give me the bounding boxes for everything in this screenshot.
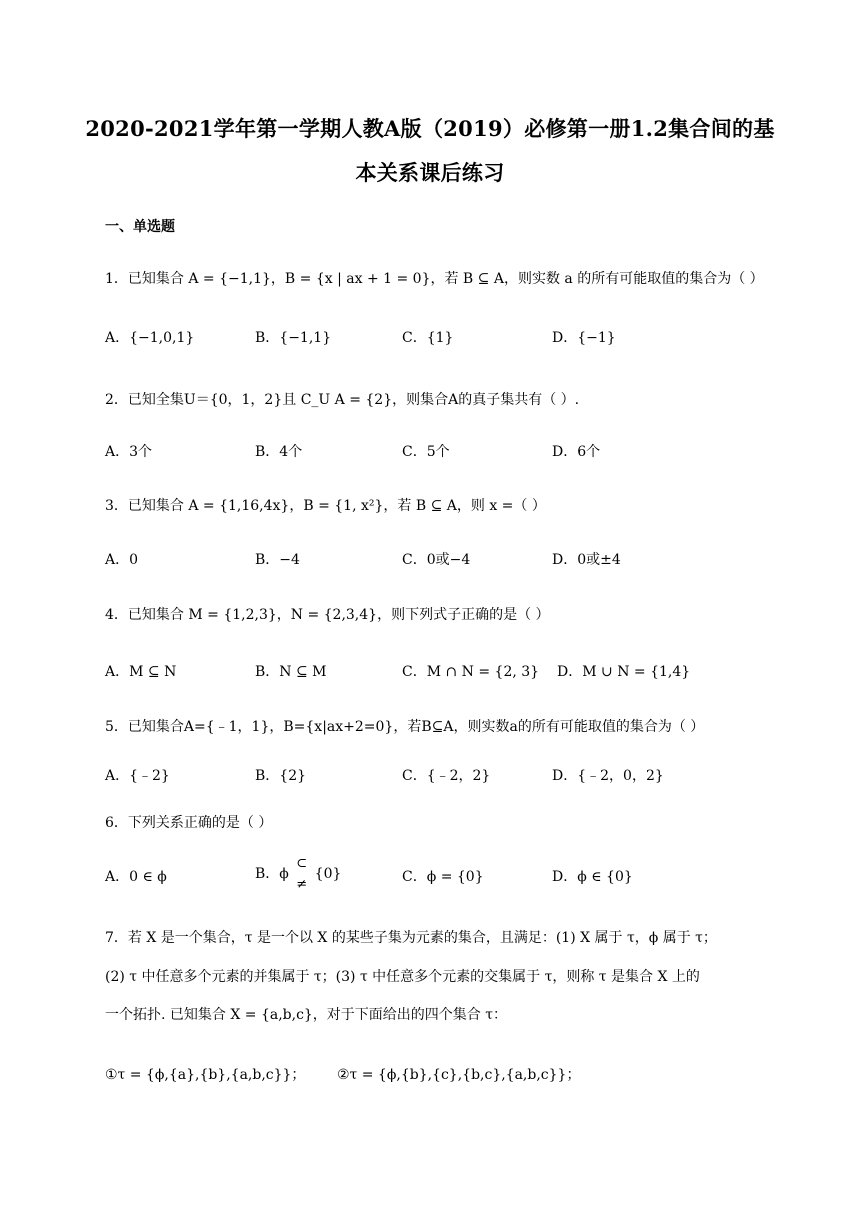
question-4-option-a: A．M ⊆ N (105, 664, 177, 680)
question-1-options (105, 327, 785, 351)
question-2-option-c: C．5个 (402, 444, 450, 460)
question-5-option-c: C．{﹣2，2} (402, 768, 491, 784)
question-2-option-d: D．6个 (552, 444, 601, 460)
question-6-option-c: C．ϕ = {0} (402, 869, 484, 885)
question-6-options (105, 856, 785, 892)
question-6-option-a: A．0 ∈ ϕ (105, 869, 167, 885)
question-4-options (105, 661, 785, 685)
question-4-option-b: B．N ⊆ M (255, 664, 327, 680)
question-3-option-d: D．0或±4 (552, 552, 621, 568)
question-6-option-b-label: B．ϕ (255, 866, 289, 882)
question-3-option-a: A．0 (105, 552, 139, 568)
proper-subset-symbol: ⊂ ≠ (296, 856, 308, 892)
question-7-stem-line-2: (2) τ 中任意多个元素的并集属于 τ；(3) τ 中任意多个元素的交集属于 τ，则称 τ 是集合 X 上的 (105, 969, 700, 985)
question-4-option-c: C．M ∩ N = {2, 3} (402, 664, 540, 680)
question-4-stem: 4．已知集合 M = {1,2,3}，N = {2,3,4}，则下列式子正确的是（ ） (105, 607, 550, 623)
question-1-stem: 1．已知集合 A = {−1,1}，B = {x | ax + 1 = 0}，若 B ⊆ A，则实数 a 的所有可能取值的集合为（ ） (105, 271, 764, 287)
question-6-option-b-tail: {0} (314, 866, 342, 882)
question-2-stem: 2．已知全集U＝{0，1，2}且 C_U A = {2}，则集合A的真子集共有（ ）. (105, 392, 580, 408)
question-6-option-d: D．ϕ ∈ {0} (552, 869, 633, 885)
question-1-option-d: D．{−1} (552, 330, 616, 346)
question-7-item-2: ②τ = {ϕ,{b},{c},{b,c},{a,b,c}}； (337, 1067, 581, 1083)
question-2-options (105, 441, 785, 465)
page-title-line-2: 本关系课后练习 (355, 160, 505, 185)
question-6-stem: 6．下列关系正确的是（ ） (105, 815, 273, 831)
question-5-option-a: A．{﹣2} (105, 768, 170, 784)
question-3-option-c: C．0或−4 (402, 552, 471, 568)
question-7-stem-line-1: 7．若 X 是一个集合，τ 是一个以 X 的某些子集为元素的集合，且满足：(1) X 属于 τ，ϕ 属于 τ； (105, 930, 717, 946)
question-3-options (105, 549, 785, 573)
question-2-option-b: B．4个 (255, 444, 303, 460)
question-1-option-c: C．{1} (402, 330, 454, 346)
question-5-options (105, 765, 785, 789)
question-5-stem: 5．已知集合A={﹣1，1}，B={x|ax+2=0}，若B⊆A，则实数a的所有可能取值的集合为（ ） (105, 719, 705, 735)
question-5-option-d: D．{﹣2，0，2} (552, 768, 664, 784)
question-3-stem: 3．已知集合 A = {1,16,4x}，B = {1, x²}，若 B ⊆ A，则 x =（ ） (105, 498, 546, 514)
question-5-option-b: B．{2} (255, 768, 307, 784)
question-1-option-b: B．{−1,1} (255, 330, 332, 346)
page-title-line-1: 2020-2021学年第一学期人教A版（2019）必修第一册1.2集合间的基 (85, 116, 775, 141)
question-2-option-a: A．3个 (105, 444, 153, 460)
question-3-option-b: B．−4 (255, 552, 300, 568)
question-6-option-b (255, 858, 341, 890)
question-4-option-d: D．M ∪ N = {1,4} (557, 664, 691, 680)
section-heading: 一、单选题 (105, 219, 175, 235)
question-1-option-a: A．{−1,0,1} (105, 330, 195, 346)
question-7-items (105, 1064, 785, 1088)
question-7-item-1: ①τ = {ϕ,{a},{b},{a,b,c}}； (105, 1067, 306, 1083)
question-7-stem-line-3: 一个拓扑. 已知集合 X = {a,b,c}，对于下面给出的四个集合 τ： (105, 1007, 508, 1023)
